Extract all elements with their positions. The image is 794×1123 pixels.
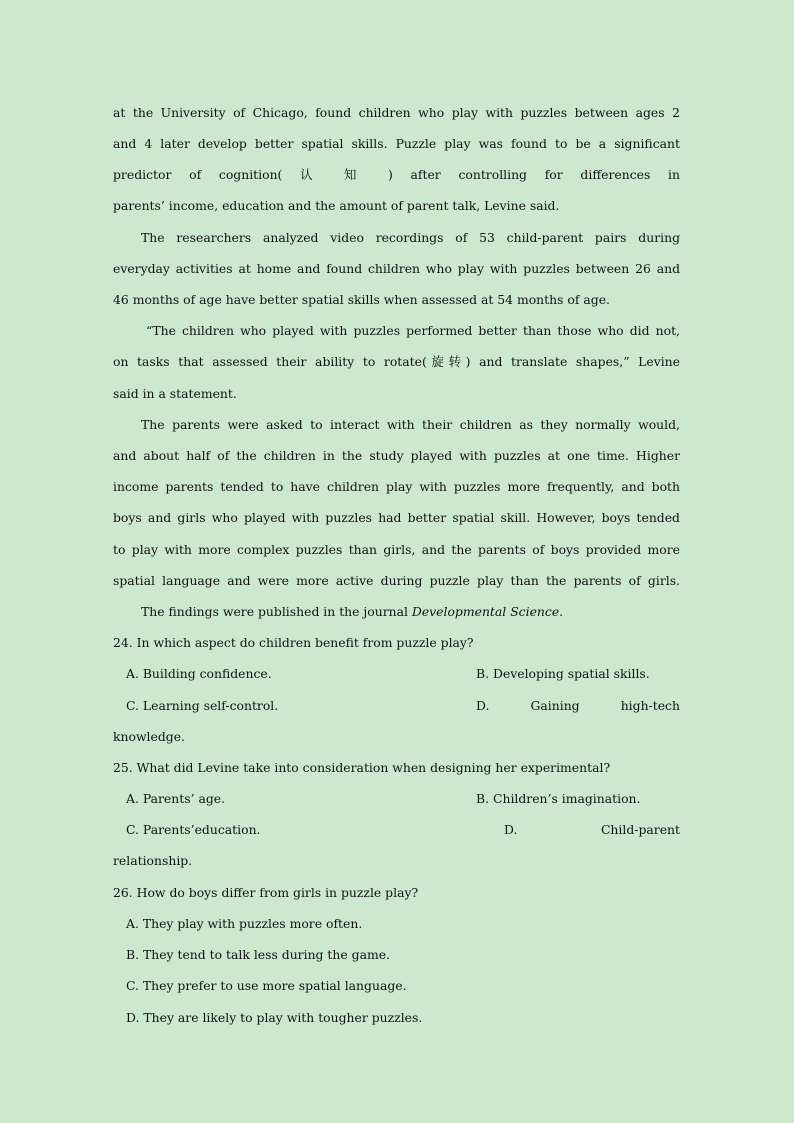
question-24-option-d-continued: knowledge. — [113, 729, 185, 744]
passage-line: on tasks that assessed their ability to rotate(旋转) and translate shapes,” Levine — [113, 354, 680, 369]
passage-text: . — [559, 604, 564, 619]
option-letter: D. — [504, 822, 518, 837]
passage-line: The researchers analyzed video recordings of 53 child-parent pairs during — [141, 230, 680, 245]
question-26-option-b[interactable]: B. They tend to talk less during the game. — [126, 947, 390, 962]
option-text: high-tech — [620, 698, 680, 713]
passage-line: and about half of the children in the study played with puzzles at one time. Higher — [113, 448, 680, 463]
passage-line: and 4 later develop better spatial skills. Puzzle play was found to be a significant — [113, 136, 680, 151]
question-26-stem: 26. How do boys differ from girls in puzzle play? — [113, 885, 419, 900]
question-25-stem: 25. What did Levine take into consideration when designing her experimental? — [113, 760, 611, 775]
passage-line: parents’ income, education and the amount of parent talk, Levine said. — [113, 198, 560, 213]
question-24-stem: 24. In which aspect do children benefit from puzzle play? — [113, 635, 474, 650]
question-26-option-d[interactable]: D. They are likely to play with tougher puzzles. — [126, 1010, 423, 1025]
question-26-option-a[interactable]: A. They play with puzzles more often. — [126, 916, 363, 931]
question-25-option-d[interactable] — [504, 820, 680, 840]
option-text: Gaining — [530, 698, 580, 713]
passage-line: boys and girls who played with puzzles had better spatial skill. However, boys tended — [113, 510, 680, 525]
question-24-option-b[interactable]: B. Developing spatial skills. — [476, 666, 650, 681]
passage-line: “The children who played with puzzles performed better than those who did not, — [146, 323, 680, 338]
question-26-option-c[interactable]: C. They prefer to use more spatial language. — [126, 978, 407, 993]
passage-line: spatial language and were more active during puzzle play than the parents of girls. — [113, 573, 680, 588]
passage-line: to play with more complex puzzles than girls, and the parents of boys provided more — [113, 542, 680, 557]
passage-line: predictor of cognition( 认 知 ) after controlling for differences in — [113, 167, 680, 182]
passage-line: at the University of Chicago, found children who play with puzzles between ages 2 — [113, 105, 680, 120]
question-25-option-c[interactable]: C. Parents’education. — [126, 822, 261, 837]
question-25-option-a[interactable]: A. Parents’ age. — [126, 791, 226, 806]
question-24-option-a[interactable]: A. Building confidence. — [126, 666, 272, 681]
passage-line: The parents were asked to interact with their children as they normally would, — [141, 417, 680, 432]
question-25-option-b[interactable]: B. Children’s imagination. — [476, 791, 641, 806]
question-24-option-d[interactable] — [476, 696, 680, 716]
passage-line: everyday activities at home and found children who play with puzzles between 26 and — [113, 261, 680, 276]
question-24-option-c[interactable]: C. Learning self-control. — [126, 698, 279, 713]
journal-title: Developmental Science — [411, 604, 560, 619]
passage-line — [141, 602, 680, 622]
passage-text: The findings were published in the journal — [141, 604, 412, 619]
option-letter: D. — [476, 698, 490, 713]
passage-line: income parents tended to have children play with puzzles more frequently, and both — [113, 479, 680, 494]
question-25-option-d-continued: relationship. — [113, 853, 193, 868]
option-text: Child-parent — [600, 822, 680, 837]
passage-line: 46 months of age have better spatial skills when assessed at 54 months of age. — [113, 292, 610, 307]
passage-line: said in a statement. — [113, 386, 237, 401]
